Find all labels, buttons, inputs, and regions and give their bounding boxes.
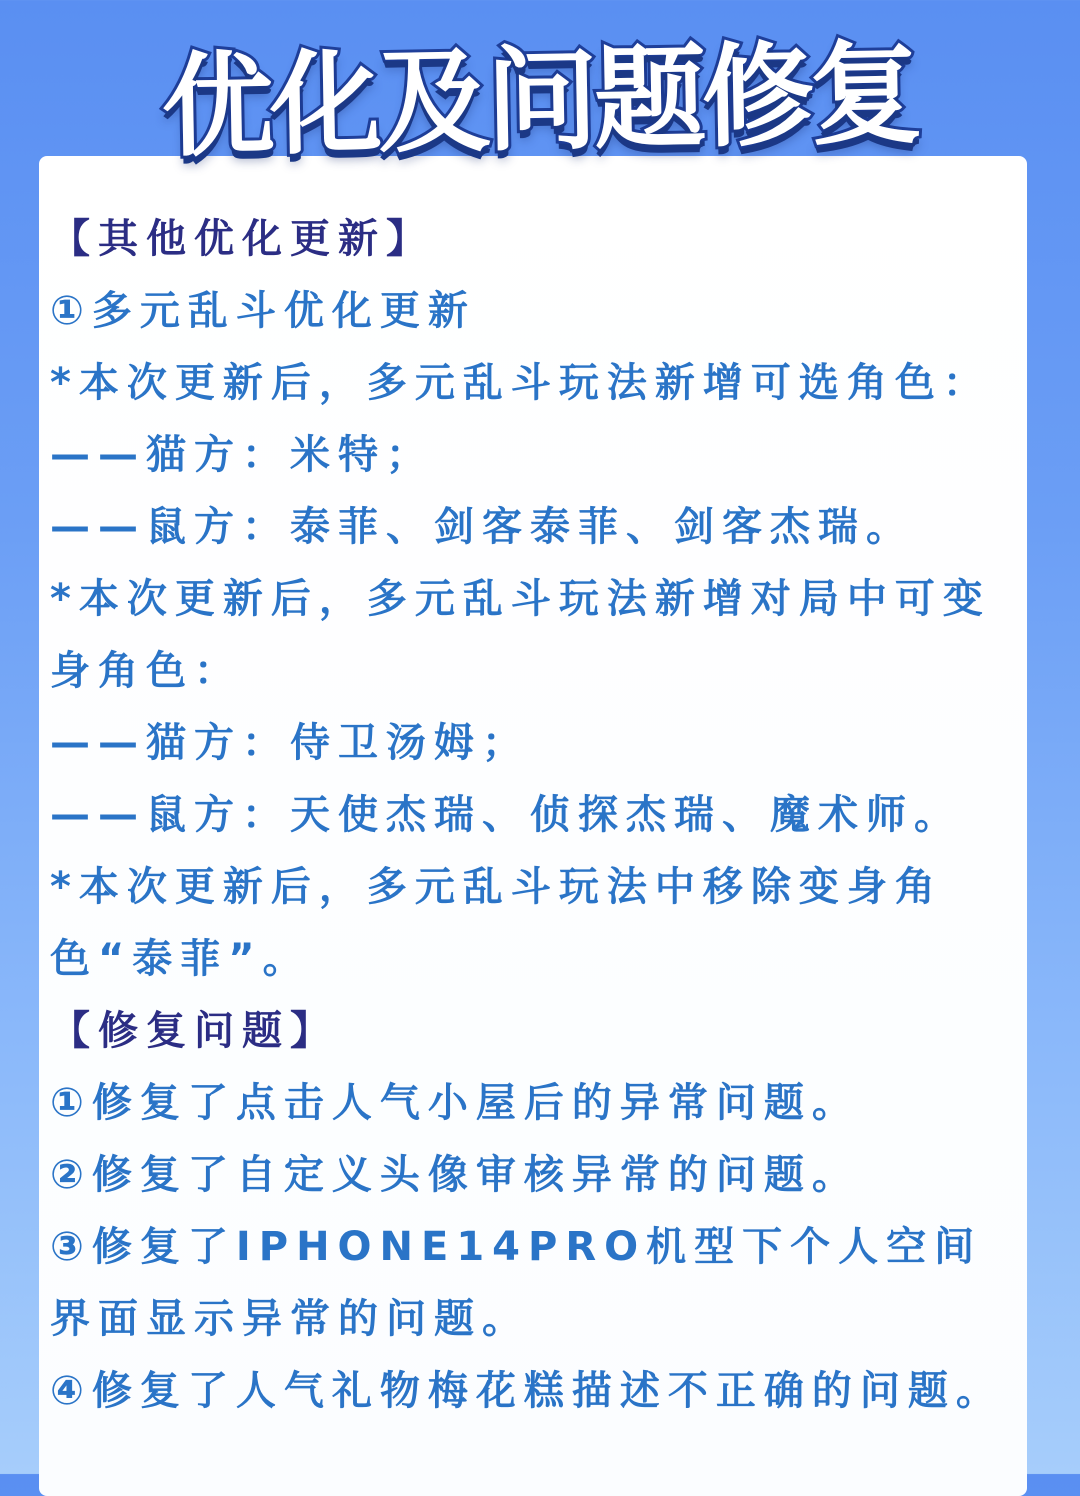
mouse-side-roles-2: ——鼠方：天使杰瑞、侦探杰瑞、魔术师。 bbox=[50, 792, 962, 838]
update-item-1: ①多元乱斗优化更新 bbox=[50, 288, 476, 334]
cat-side-roles-1: ——猫方：米特； bbox=[50, 432, 434, 478]
page-title: 优化及问题修复 bbox=[160, 29, 920, 173]
update-note-1: *本次更新后，多元乱斗玩法新增可选角色： bbox=[50, 360, 991, 406]
fix-item-4: ④修复了人气礼物梅花糕描述不正确的问题。 bbox=[50, 1368, 1004, 1414]
content-text bbox=[50, 203, 1030, 1427]
fix-item-2: ②修复了自定义头像审核异常的问题。 bbox=[50, 1152, 860, 1198]
mouse-side-roles-1: ——鼠方：泰菲、剑客泰菲、剑客杰瑞。 bbox=[50, 504, 914, 550]
section-heading-fixes: 【修复问题】 bbox=[50, 1008, 338, 1054]
section-heading-other-updates: 【其他优化更新】 bbox=[50, 216, 434, 262]
cat-side-roles-2: ——猫方：侍卫汤姆； bbox=[50, 720, 530, 766]
fix-item-1: ①修复了点击人气小屋后的异常问题。 bbox=[50, 1080, 860, 1126]
update-note-3: *本次更新后，多元乱斗玩法中移除变身角色“泰菲”。 bbox=[50, 864, 943, 982]
fix-item-3: ③修复了IPHONE14PRO机型下个人空间界面显示异常的问题。 bbox=[50, 1224, 983, 1342]
update-note-2: *本次更新后，多元乱斗玩法新增对局中可变身角色： bbox=[50, 576, 991, 694]
